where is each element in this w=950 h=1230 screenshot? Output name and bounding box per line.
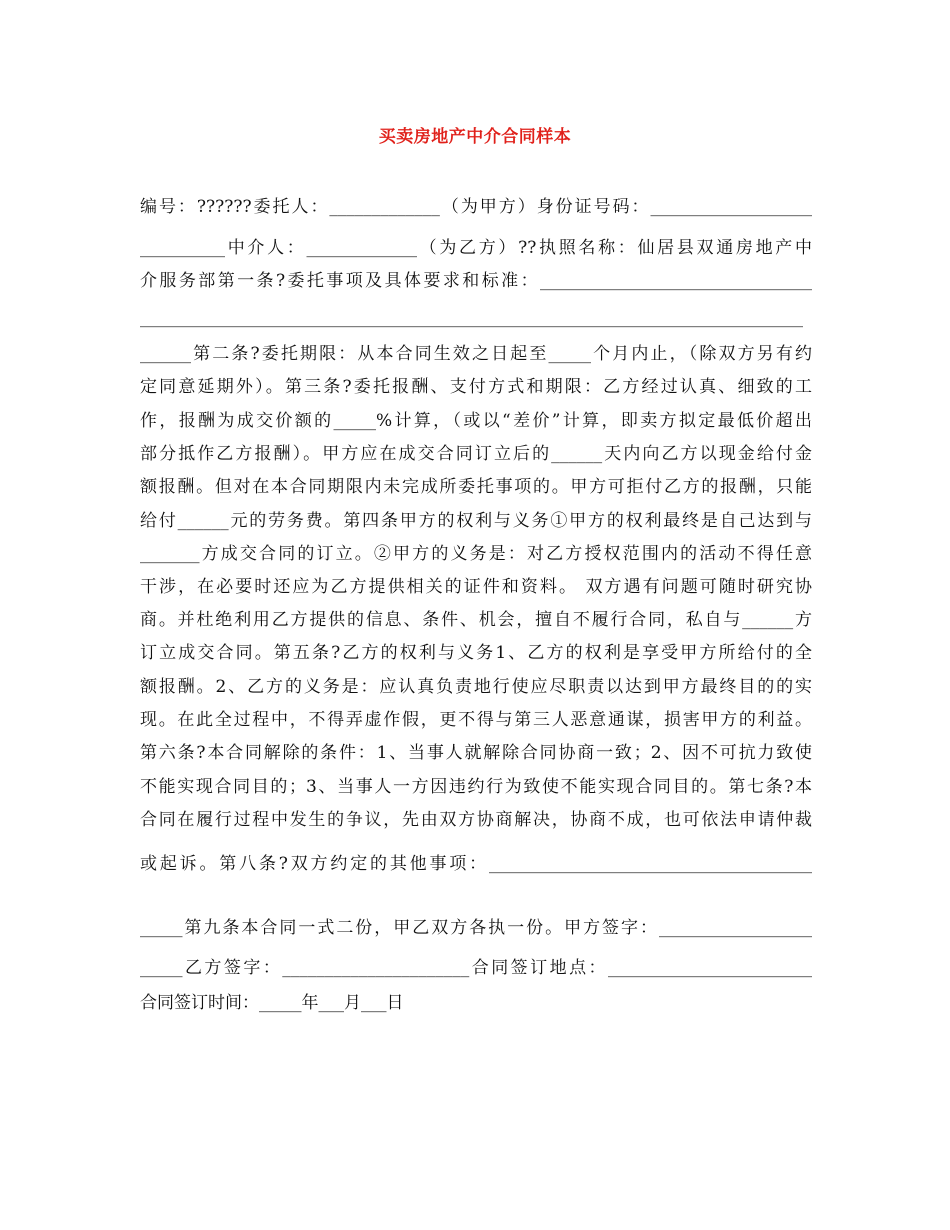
body-line: _______方成交合同的订立。②甲方的义务是：对乙方授权范围内的活动不得任意 — [140, 544, 812, 564]
body-line: _____第九条本合同一式二份，甲乙双方各执一份。甲方签字：__________________ — [140, 918, 812, 938]
body-line: 合同签订时间：_____年___月___日 — [140, 993, 404, 1013]
body-line: 或起诉。第八条?双方约定的其他事项：______________________________________ — [140, 854, 812, 874]
body-line: 给付______元的劳务费。第四条甲方的权利与义务①甲方的权利最终是自己达到与 — [140, 511, 812, 531]
body-line: 订立成交合同。第五条?乙方的权利与义务1、乙方的权利是享受甲方所给付的全 — [140, 643, 812, 663]
body-line: 干涉，在必要时还应为乙方提供相关的证件和资料。 双方遇有问题可随时研究协 — [140, 577, 812, 597]
body-line: 额报酬。2、乙方的义务是：应认真负责地行使应尽职责以达到甲方最终目的的实 — [140, 677, 812, 697]
body-line: _____乙方签字：______________________合同签订地点：________________________ — [140, 958, 812, 978]
body-line: 编号：??????委托人：_____________（为甲方）身份证号码：___________________ — [140, 197, 812, 217]
body-line: ______________________________________________________________________________ — [140, 308, 803, 328]
body-line: 现。在此全过程中，不得弄虚作假，更不得与第三人恶意通谋，损害甲方的利益。 — [140, 710, 812, 730]
body-line: 商。并杜绝利用乙方提供的信息、条件、机会，擅自不履行合同，私自与______方 — [140, 610, 812, 630]
body-line: 第六条?本合同解除的条件：1、当事人就解除合同协商一致；2、因不可抗力致使 — [140, 743, 812, 763]
body-line: __________中介人：_____________（为乙方）??执照名称：仙居县双通房地产中 — [140, 238, 812, 258]
body-line: 不能实现合同目的；3、当事人一方因违约行为致使不能实现合同目的。第七条?本 — [140, 777, 812, 797]
body-line: 合同在履行过程中发生的争议，先由双方协商解决，协商不成，也可依法申请仲裁 — [140, 810, 812, 830]
body-line: 定同意延期外）。第三条?委托报酬、支付方式和期限：乙方经过认真、细致的工 — [140, 377, 812, 397]
document-title: 买卖房地产中介合同样本 — [378, 127, 572, 147]
body-line: 额报酬。但对在本合同期限内未完成所委托事项的。甲方可拒付乙方的报酬，只能 — [140, 477, 812, 497]
body-line: ______第二条?委托期限：从本合同生效之日起至_____个月内止，（除双方另有约 — [140, 344, 812, 364]
body-line: 作，报酬为成交价额的_____%计算，（或以“差价”计算，即卖方拟定最低价超出 — [140, 411, 812, 431]
body-line: 部分抵作乙方报酬）。甲方应在成交合同订立后的______天内向乙方以现金给付金 — [140, 444, 812, 464]
body-line: 介服务部第一条?委托事项及具体要求和标准：________________________________ — [140, 271, 812, 291]
